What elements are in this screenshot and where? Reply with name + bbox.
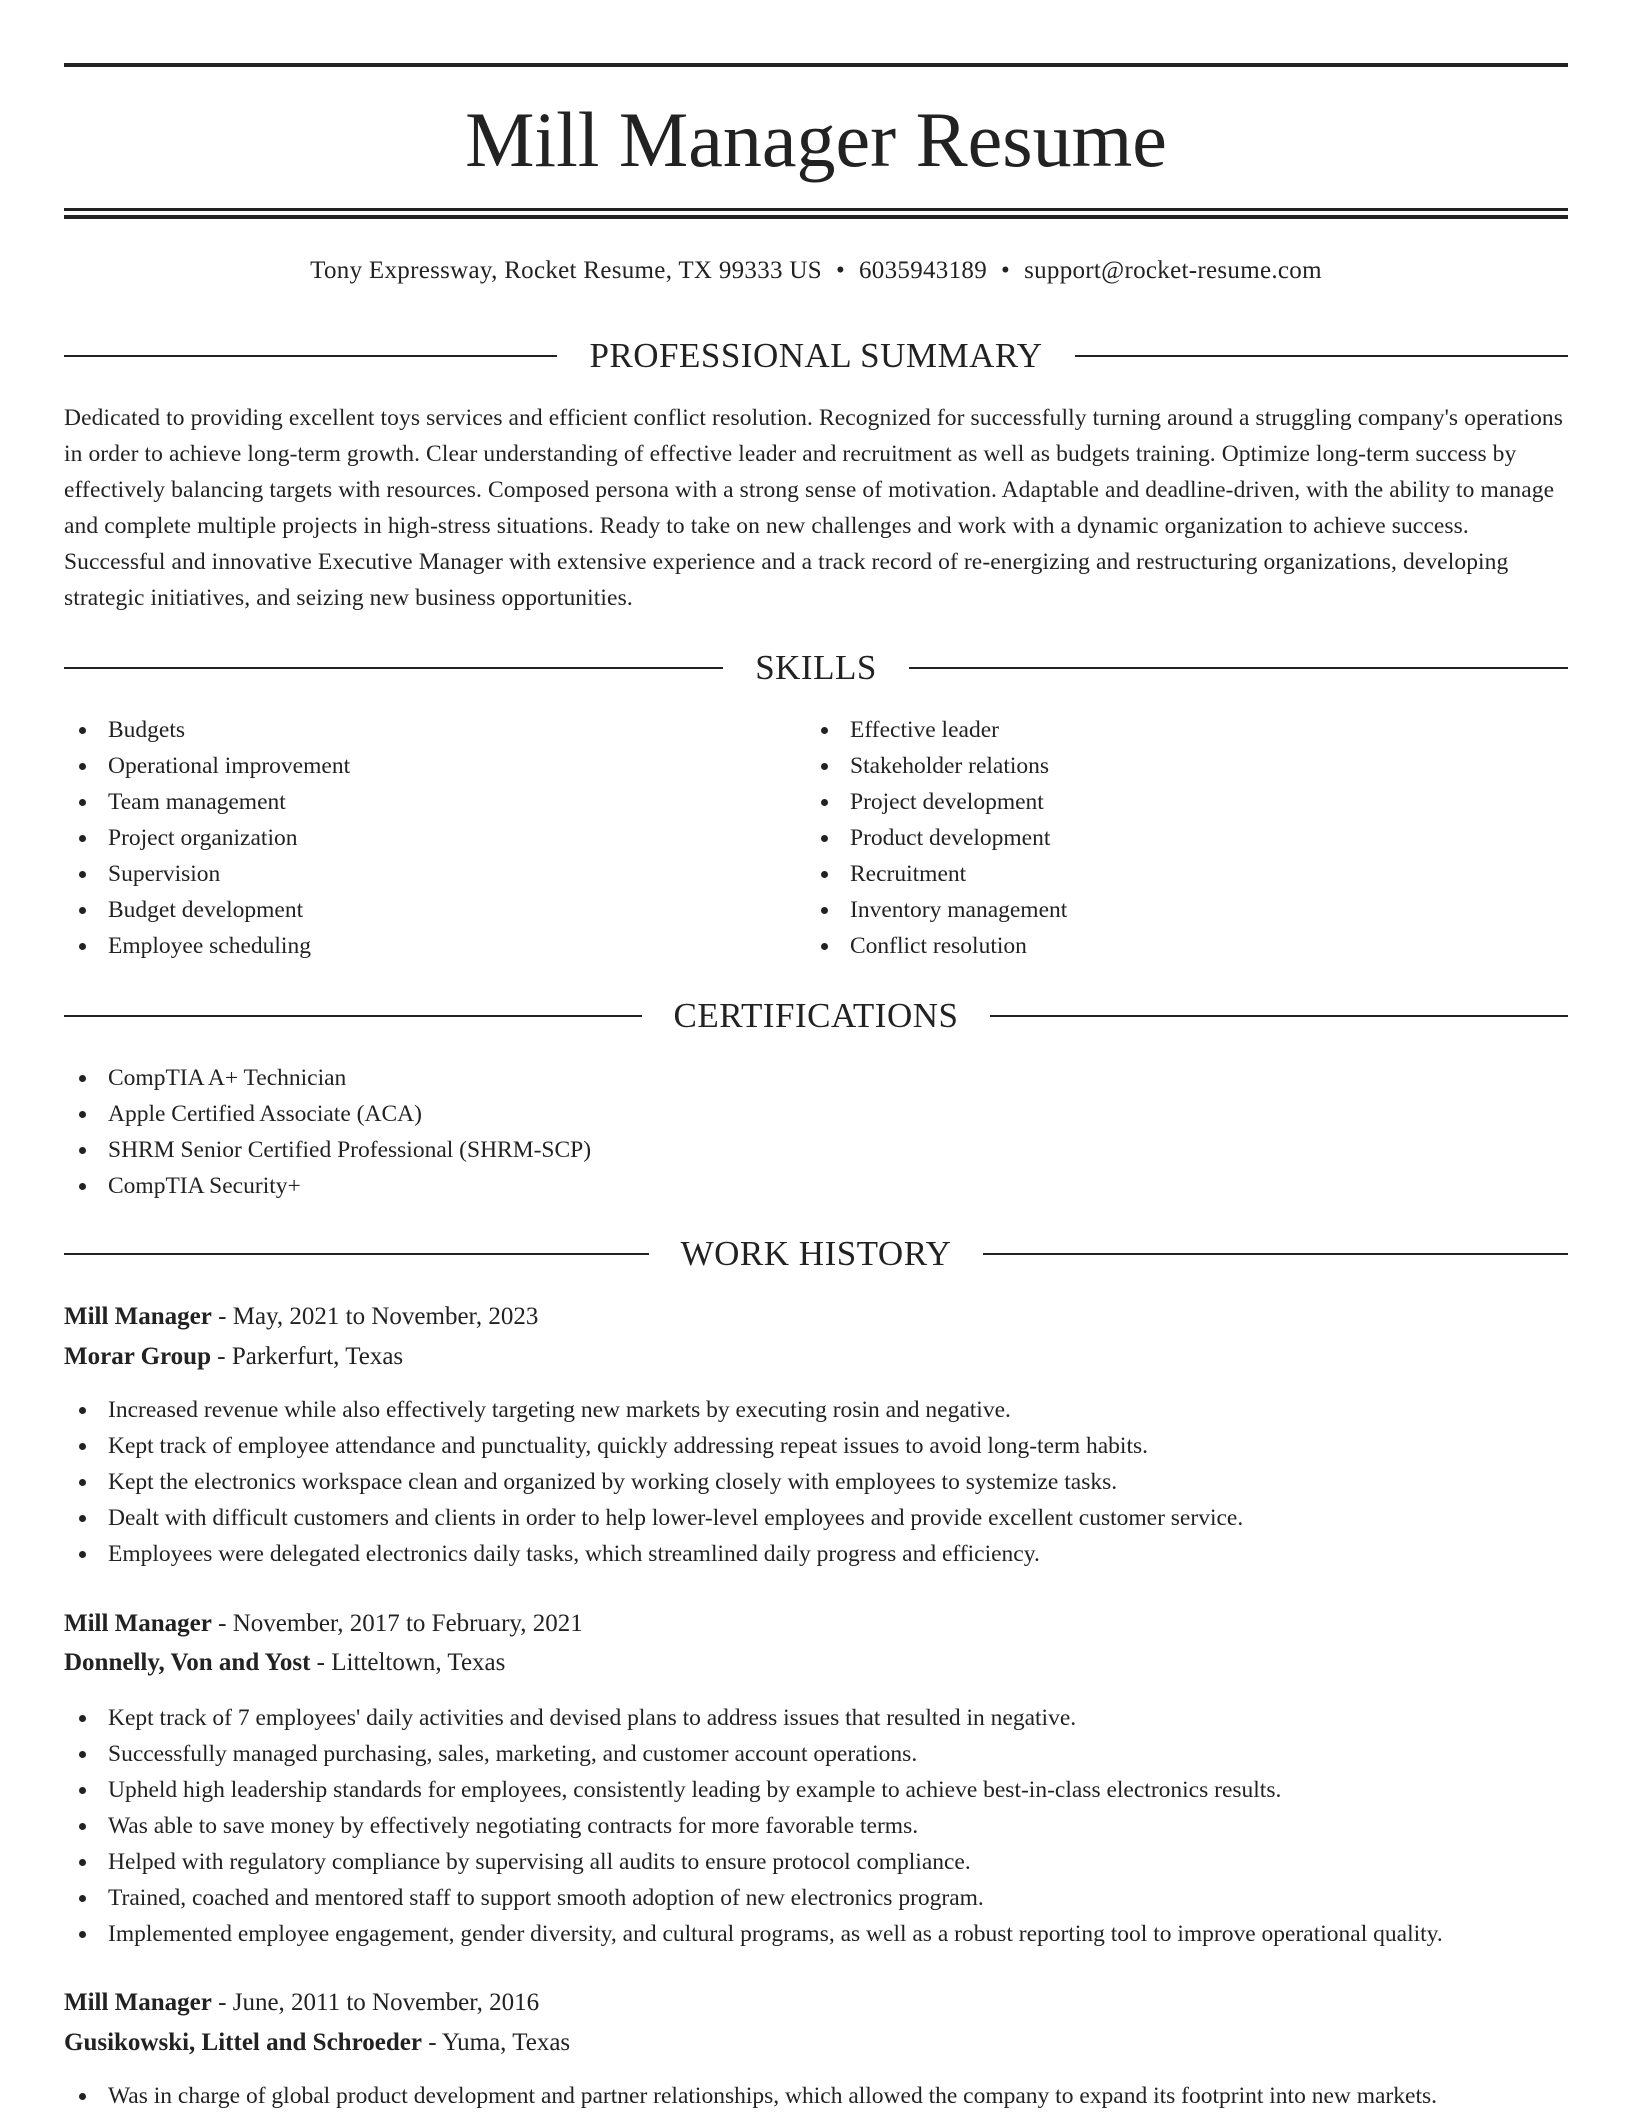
job-bullets	[64, 2078, 1437, 2112]
skill-item: Recruitment	[806, 856, 1067, 892]
divider	[64, 667, 723, 669]
job-bullet: Upheld high leadership standards for employees, consistently leading by example to achieve best-in-class electronics results.	[64, 1772, 1443, 1808]
job-bullets	[64, 1700, 1443, 1952]
contact-email: support@rocket-resume.com	[1024, 257, 1322, 284]
skills-list-right	[806, 712, 1067, 964]
job-title: Mill Manager	[64, 1989, 212, 2016]
skill-item: Stakeholder relations	[806, 748, 1067, 784]
certification-item: Apple Certified Associate (ACA)	[64, 1096, 591, 1132]
job-bullet: Was able to save money by effectively negotiating contracts for more favorable terms.	[64, 1808, 1443, 1844]
job-bullet: Trained, coached and mentored staff to support smooth adoption of new electronics program.	[64, 1880, 1443, 1916]
job-title-line: Mill Manager - November, 2017 to February, 2021	[64, 1610, 583, 1637]
skill-item: Project development	[806, 784, 1067, 820]
section-title: CERTIFICATIONS	[673, 996, 959, 1035]
summary-text: Dedicated to providing excellent toys services and efficient conflict resolution. Recognized for successfully turning around a struggling company's operations in order to achieve long-term growth. Clear understanding of effective leader and recruitment as well as budgets training. Optimize long-term success by effectively balancing targets with resources. Composed persona with a strong sense of motivation. Adaptable and deadline-driven, with the ability to manage and complete multiple projects in high-stress situations. Ready to take on new challenges and work with a dynamic organization to achieve success. Successful and innovative Executive Manager with extensive experience and a track record of re-energizing and restructuring organizations, developing strategic initiatives, and seizing new business opportunities.	[64, 405, 1564, 611]
divider	[983, 1253, 1568, 1255]
job-title-line: Mill Manager - May, 2021 to November, 2023	[64, 1303, 539, 1330]
job-title-line: Mill Manager - June, 2011 to November, 2016	[64, 1989, 540, 2016]
title-rule-lower	[64, 215, 1568, 219]
contact-phone: 6035943189	[859, 257, 987, 284]
top-rule	[64, 63, 1568, 67]
skill-item: Inventory management	[806, 892, 1067, 928]
job-bullet: Was in charge of global product development and partner relationships, which allowed the company to expand its footprint into new markets.	[64, 2078, 1437, 2112]
skill-item: Conflict resolution	[806, 928, 1067, 964]
certification-item: CompTIA A+ Technician	[64, 1060, 591, 1096]
job-dates: November, 2017 to February, 2021	[232, 1610, 583, 1637]
contact-address: Tony Expressway, Rocket Resume, TX 99333 US	[310, 257, 822, 284]
certification-item: SHRM Senior Certified Professional (SHRM-SCP)	[64, 1132, 591, 1168]
job-bullet: Increased revenue while also effectively targeting new markets by executing rosin and negative.	[64, 1392, 1243, 1428]
job-bullet: Helped with regulatory compliance by supervising all audits to ensure protocol compliance.	[64, 1844, 1443, 1880]
job-bullet: Employees were delegated electronics daily tasks, which streamlined daily progress and efficiency.	[64, 1536, 1243, 1572]
skills-list-left	[64, 712, 350, 964]
skill-item: Employee scheduling	[64, 928, 350, 964]
job-company: Donnelly, Von and Yost	[64, 1649, 311, 1676]
skill-item: Product development	[806, 820, 1067, 856]
section-header-work-history	[64, 1232, 1568, 1276]
contact-separator: •	[1001, 257, 1011, 284]
job-bullet: Implemented employee engagement, gender diversity, and cultural programs, as well as a robust reporting tool to improve operational quality.	[64, 1916, 1443, 1952]
skill-item: Operational improvement	[64, 748, 350, 784]
section-title: PROFESSIONAL SUMMARY	[589, 336, 1043, 375]
section-header-certifications	[64, 994, 1568, 1038]
skill-item: Budgets	[64, 712, 350, 748]
divider	[909, 667, 1568, 669]
section-header-skills	[64, 646, 1568, 690]
job-company: Gusikowski, Littel and Schroeder	[64, 2029, 422, 2056]
divider	[64, 355, 557, 357]
job-bullet: Kept track of employee attendance and punctuality, quickly addressing repeat issues to avoid long-term habits.	[64, 1428, 1243, 1464]
skill-item: Supervision	[64, 856, 350, 892]
job-company-line: Gusikowski, Littel and Schroeder - Yuma, Texas	[64, 2029, 571, 2056]
job-company: Morar Group	[64, 1343, 211, 1370]
job-dates: June, 2011 to November, 2016	[232, 1989, 540, 2016]
title-rule-upper	[64, 208, 1568, 211]
job-bullet: Kept the electronics workspace clean and organized by working closely with employees to systemize tasks.	[64, 1464, 1243, 1500]
certifications-list	[64, 1060, 591, 1204]
job-company-line: Morar Group - Parkerfurt, Texas	[64, 1343, 404, 1370]
skill-item: Effective leader	[806, 712, 1067, 748]
certification-item: CompTIA Security+	[64, 1168, 591, 1204]
job-location: Yuma, Texas	[441, 2029, 571, 2056]
section-title: SKILLS	[755, 648, 877, 687]
job-bullet: Successfully managed purchasing, sales, marketing, and customer account operations.	[64, 1736, 1443, 1772]
job-location: Litteltown, Texas	[331, 1649, 506, 1676]
divider	[64, 1015, 642, 1017]
skill-item: Project organization	[64, 820, 350, 856]
skill-item: Team management	[64, 784, 350, 820]
divider	[64, 1253, 649, 1255]
divider	[990, 1015, 1568, 1017]
section-header-summary	[64, 334, 1568, 378]
skill-item: Budget development	[64, 892, 350, 928]
job-bullet: Dealt with difficult customers and clients in order to help lower-level employees and provide excellent customer service.	[64, 1500, 1243, 1536]
job-bullet: Kept track of 7 employees' daily activities and devised plans to address issues that resulted in negative.	[64, 1700, 1443, 1736]
job-company-line: Donnelly, Von and Yost - Litteltown, Texas	[64, 1649, 506, 1676]
job-title: Mill Manager	[64, 1610, 212, 1637]
job-title: Mill Manager	[64, 1303, 212, 1330]
contact-separator: •	[835, 257, 845, 284]
section-title: WORK HISTORY	[680, 1234, 952, 1273]
job-bullets	[64, 1392, 1243, 1572]
divider	[1075, 355, 1568, 357]
contact-line	[64, 253, 1568, 289]
page-title: Mill Manager Resume	[465, 96, 1167, 183]
job-dates: May, 2021 to November, 2023	[232, 1303, 539, 1330]
job-location: Parkerfurt, Texas	[231, 1343, 404, 1370]
